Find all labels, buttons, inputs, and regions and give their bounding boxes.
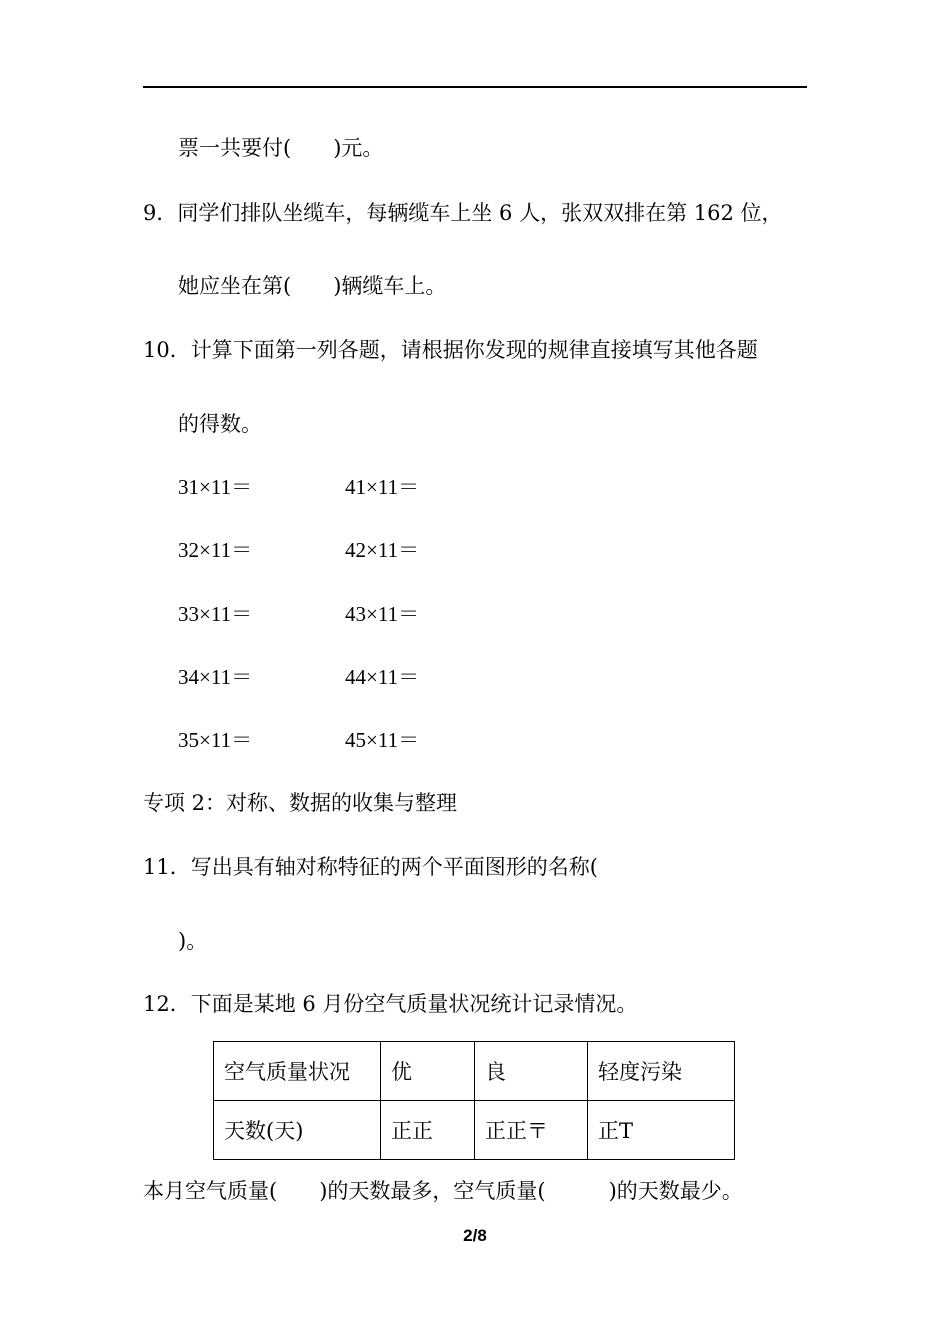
question-11-line1: 11．写出具有轴对称特征的两个平面图形的名称( xyxy=(143,855,598,879)
question-9-line1: 9．同学们排队坐缆车，每辆缆车上坐 6 人，张双双排在第 162 位， xyxy=(143,201,783,225)
table-cell: 正T xyxy=(588,1101,735,1160)
page-number: 2/8 xyxy=(463,1226,487,1245)
header-rule xyxy=(143,86,807,88)
table-header-cell: 轻度污染 xyxy=(588,1042,735,1101)
table-row xyxy=(214,1101,735,1160)
table-header-cell: 空气质量状况 xyxy=(214,1042,381,1101)
question-12-fill-line: 本月空气质量( )的天数最多，空气质量( )的天数最少。 xyxy=(143,1179,743,1203)
calc-right-1: 41×11＝ xyxy=(345,475,420,499)
calc-right-2: 42×11＝ xyxy=(345,538,420,562)
table-row xyxy=(214,1042,735,1101)
question-10-line1: 10．计算下面第一列各题，请根据你发现的规律直接填写其他各题 xyxy=(143,338,758,362)
calc-right-5: 45×11＝ xyxy=(345,728,420,752)
calc-left-1: 31×11＝ xyxy=(178,475,253,499)
section-2-heading: 专项 2：对称、数据的收集与整理 xyxy=(143,791,458,815)
table-cell: 正正 xyxy=(381,1101,475,1160)
question-9-line2: 她应坐在第( )辆缆车上。 xyxy=(178,274,447,298)
table-header-cell: 良 xyxy=(475,1042,588,1101)
calc-right-3: 43×11＝ xyxy=(345,602,420,626)
table-cell: 正正〒 xyxy=(475,1101,588,1160)
calc-right-4: 44×11＝ xyxy=(345,665,420,689)
calc-left-4: 34×11＝ xyxy=(178,665,253,689)
question-11-line2: )。 xyxy=(178,929,208,953)
table-cell: 天数(天) xyxy=(214,1101,381,1160)
q8-continuation: 票一共要付( )元。 xyxy=(178,136,384,160)
question-12: 12．下面是某地 6 月份空气质量状况统计记录情况。 xyxy=(143,992,638,1016)
calc-left-5: 35×11＝ xyxy=(178,728,253,752)
table-header-cell: 优 xyxy=(381,1042,475,1101)
calc-left-3: 33×11＝ xyxy=(178,602,253,626)
calc-left-2: 32×11＝ xyxy=(178,538,253,562)
air-quality-table xyxy=(213,1041,735,1160)
question-10-line2: 的得数。 xyxy=(178,412,262,436)
